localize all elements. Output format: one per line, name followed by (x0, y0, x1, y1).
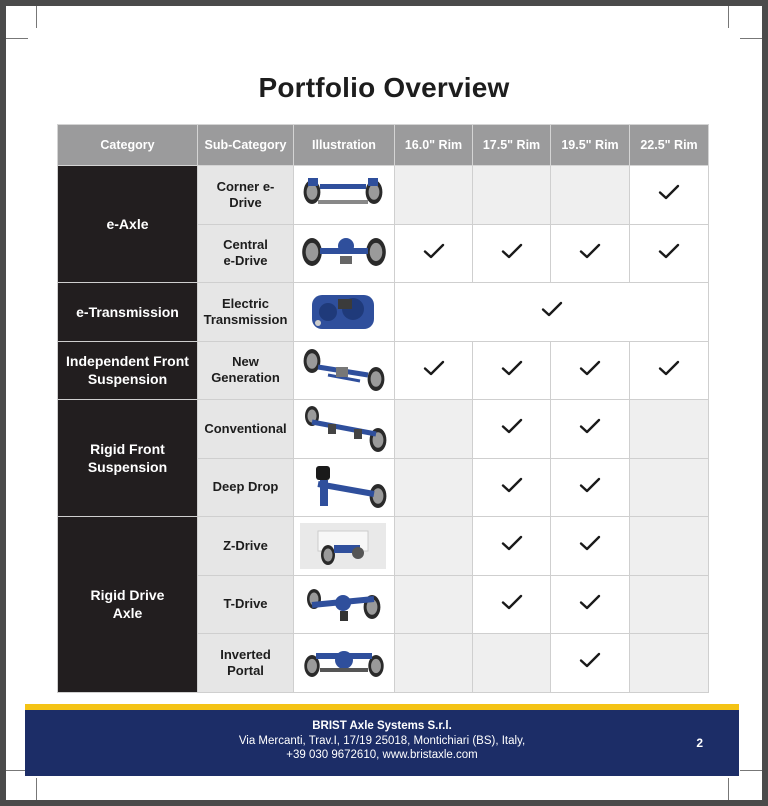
crop-mark (728, 778, 729, 800)
category-e-axle: e-Axle (58, 166, 198, 283)
table-row (58, 166, 709, 225)
availability-cell (395, 634, 473, 693)
category-rigid-front-suspension: Rigid Front Suspension (58, 400, 198, 517)
availability-cell (551, 634, 630, 693)
availability-cell (630, 166, 709, 225)
availability-cell (551, 458, 630, 517)
availability-cell (551, 166, 630, 225)
subcategory-conventional: Conventional (198, 400, 294, 459)
deep-drop-illustration (296, 462, 392, 512)
header-rim-22-5: 22.5" Rim (630, 125, 709, 166)
category-e-transmission: e-Transmission (58, 283, 198, 342)
subcategory-electric-transmission: Electric Transmission (198, 283, 294, 342)
inverted-portal-illustration (296, 638, 392, 688)
check-mark-icon (501, 535, 523, 551)
availability-cell (395, 458, 473, 517)
availability-cell (473, 634, 551, 693)
availability-cell (551, 517, 630, 576)
subcategory-inverted-portal: Inverted Portal (198, 634, 294, 693)
table-row (58, 517, 709, 576)
check-mark-icon (423, 360, 445, 376)
header-rim-16: 16.0" Rim (395, 125, 473, 166)
availability-cell (473, 517, 551, 576)
page-footer (25, 704, 739, 776)
subcategory-central-e-drive: Central e-Drive (198, 224, 294, 283)
availability-cell (473, 224, 551, 283)
subcategory-z-drive: Z-Drive (198, 517, 294, 576)
check-mark-icon (658, 184, 680, 200)
illustration-cell (294, 458, 395, 517)
crop-mark (740, 38, 762, 39)
company-address: Via Mercanti, Trav.I, 17/19 25018, Montichiari (BS), Italy, (238, 734, 526, 747)
check-mark-icon (501, 594, 523, 610)
portfolio-table (57, 124, 709, 693)
table-header-row (58, 125, 709, 166)
conventional-illustration (296, 404, 392, 454)
crop-mark (36, 778, 37, 800)
crop-mark (740, 770, 762, 771)
availability-cell (395, 341, 473, 400)
central-e-drive-illustration (296, 228, 392, 278)
availability-cell (395, 575, 473, 634)
availability-cell (395, 224, 473, 283)
check-mark-icon (423, 243, 445, 259)
table-row (58, 341, 709, 400)
crop-mark (6, 38, 28, 39)
availability-cell (630, 400, 709, 459)
check-mark-icon (501, 477, 523, 493)
electric-transmission-illustration (296, 287, 392, 337)
page-number: 2 (696, 736, 703, 750)
availability-cell (473, 458, 551, 517)
illustration-cell (294, 341, 395, 400)
availability-cell (630, 458, 709, 517)
company-address-block (25, 719, 739, 763)
check-mark-icon (579, 594, 601, 610)
z-drive-illustration (296, 521, 392, 571)
category-rigid-drive-axle: Rigid Drive Axle (58, 517, 198, 693)
check-mark-icon (579, 243, 601, 259)
illustration-cell (294, 224, 395, 283)
header-category: Category (58, 125, 198, 166)
availability-cell (630, 575, 709, 634)
crop-mark (728, 6, 729, 28)
availability-cell (473, 400, 551, 459)
new-generation-illustration (296, 345, 392, 395)
subcategory-deep-drop: Deep Drop (198, 458, 294, 517)
page-title: Portfolio Overview (258, 72, 510, 103)
check-mark-icon (501, 360, 523, 376)
table-row (58, 283, 709, 342)
check-mark-icon (579, 360, 601, 376)
availability-cell (551, 575, 630, 634)
availability-cell (395, 400, 473, 459)
company-contact: +39 030 9672610, www.bristaxle.com (286, 749, 478, 761)
check-mark-icon (579, 535, 601, 551)
illustration-cell (294, 575, 395, 634)
illustration-cell (294, 166, 395, 225)
check-mark-icon (658, 360, 680, 376)
illustration-cell (294, 400, 395, 459)
check-mark-icon (541, 301, 563, 317)
illustration-cell (294, 517, 395, 576)
corner-e-drive-illustration (296, 170, 392, 220)
availability-cell (630, 634, 709, 693)
availability-cell (395, 166, 473, 225)
availability-cell (395, 517, 473, 576)
crop-mark (36, 6, 37, 28)
category-independent-front-suspension: Independent Front Suspension (58, 341, 198, 400)
header-illustration: Illustration (294, 125, 395, 166)
check-mark-icon (658, 243, 680, 259)
header-sub-category: Sub-Category (198, 125, 294, 166)
availability-cell (473, 341, 551, 400)
header-rim-17-5: 17.5" Rim (473, 125, 551, 166)
availability-cell (630, 517, 709, 576)
check-mark-icon (579, 477, 601, 493)
document-page (6, 6, 762, 800)
check-mark-icon (501, 418, 523, 434)
availability-cell (551, 341, 630, 400)
availability-cell (551, 400, 630, 459)
subcategory-t-drive: T-Drive (198, 575, 294, 634)
availability-cell-all-rims (395, 283, 709, 342)
check-mark-icon (501, 243, 523, 259)
check-mark-icon (579, 652, 601, 668)
availability-cell (630, 341, 709, 400)
subcategory-new-generation: New Generation (198, 341, 294, 400)
availability-cell (630, 224, 709, 283)
availability-cell (473, 575, 551, 634)
illustration-cell (294, 634, 395, 693)
company-name: BRIST Axle Systems S.r.l. (312, 720, 452, 732)
availability-cell (473, 166, 551, 225)
table-row (58, 400, 709, 459)
t-drive-illustration (296, 579, 392, 629)
illustration-cell (294, 283, 395, 342)
availability-cell (551, 224, 630, 283)
header-rim-19-5: 19.5" Rim (551, 125, 630, 166)
subcategory-corner-e-drive: Corner e-Drive (198, 166, 294, 225)
check-mark-icon (579, 418, 601, 434)
